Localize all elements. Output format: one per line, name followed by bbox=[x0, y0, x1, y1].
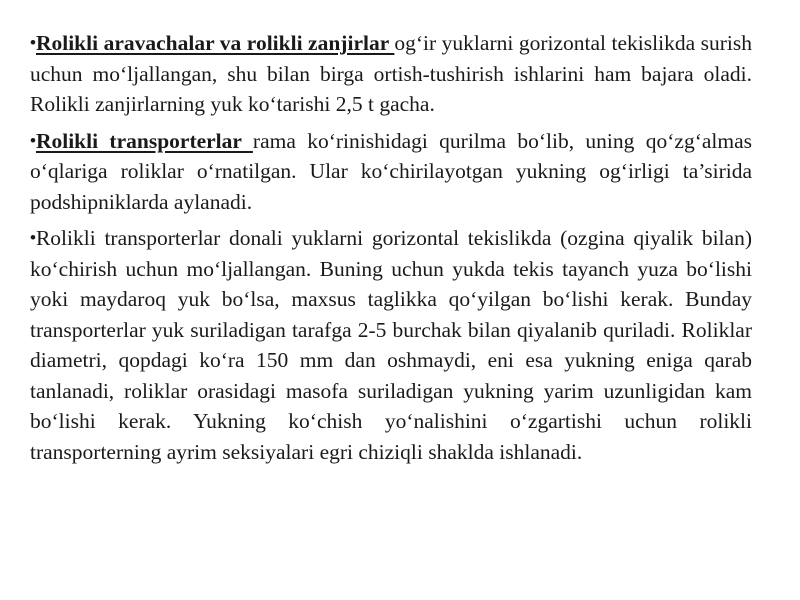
text-body bbox=[30, 28, 752, 473]
bullet-paragraph-transporter-details bbox=[30, 223, 752, 467]
paragraph-text: rama ko‘rinishidagi qurilma bo‘lib, uning qo‘zg‘almas o‘qlariga roliklar o‘rnatilgan. Ular ko‘chirilayotgan yukning og‘irligi ta’sirida podshipniklarda aylanadi. bbox=[30, 128, 752, 214]
bullet-icon: • bbox=[30, 228, 36, 247]
bullet-paragraph-roller-carts bbox=[30, 28, 752, 120]
term-roller-transporters: Rolikli transporterlar bbox=[35, 128, 253, 153]
paragraph-text: og‘ir yuklarni gorizontal tekislikda surish uchun mo‘ljallangan, shu bilan birga ortish-tushirish ishlarini ham bajara oladi. Rolikli zanjirlarning yuk ko‘tarishi 2,5 t gacha. bbox=[30, 31, 752, 116]
term-roller-carts: Rolikli aravachalar va rolikli zanjirlar bbox=[35, 31, 395, 55]
bullet-icon: • bbox=[30, 130, 36, 150]
paragraph-text: Rolikli transporterlar donali yuklarni gorizontal tekislikda (ozgina qiyalik bilan) ko‘chirish uchun mo‘ljallangan. Buning uchun yukda tekis tayanch yuza bo‘lishi yoki maydaroq yuk bo‘lsa, maxsus taglikka qo‘yilgan bo‘lishi kerak. Bunday transporterlar yuk suriladigan tarafga 2-5 burchak bilan qiyalanib quriladi. Roliklar diametri, qopdagi ko‘ra 150 mm dan oshmaydi, eni esa yukning eniga qarab tanlanadi, roliklar orasidagi masofa suriladigan yukning yarim uzunligidan kam bo‘lishi kerak. Yukning ko‘chish yo‘nalishini o‘zgartishi uchun rolikli transporterning ayrim seksiyalari egri chiziqli shaklda ishlanadi. bbox=[30, 226, 752, 464]
bullet-paragraph-roller-transporters bbox=[30, 126, 752, 218]
bullet-icon: • bbox=[30, 33, 36, 52]
